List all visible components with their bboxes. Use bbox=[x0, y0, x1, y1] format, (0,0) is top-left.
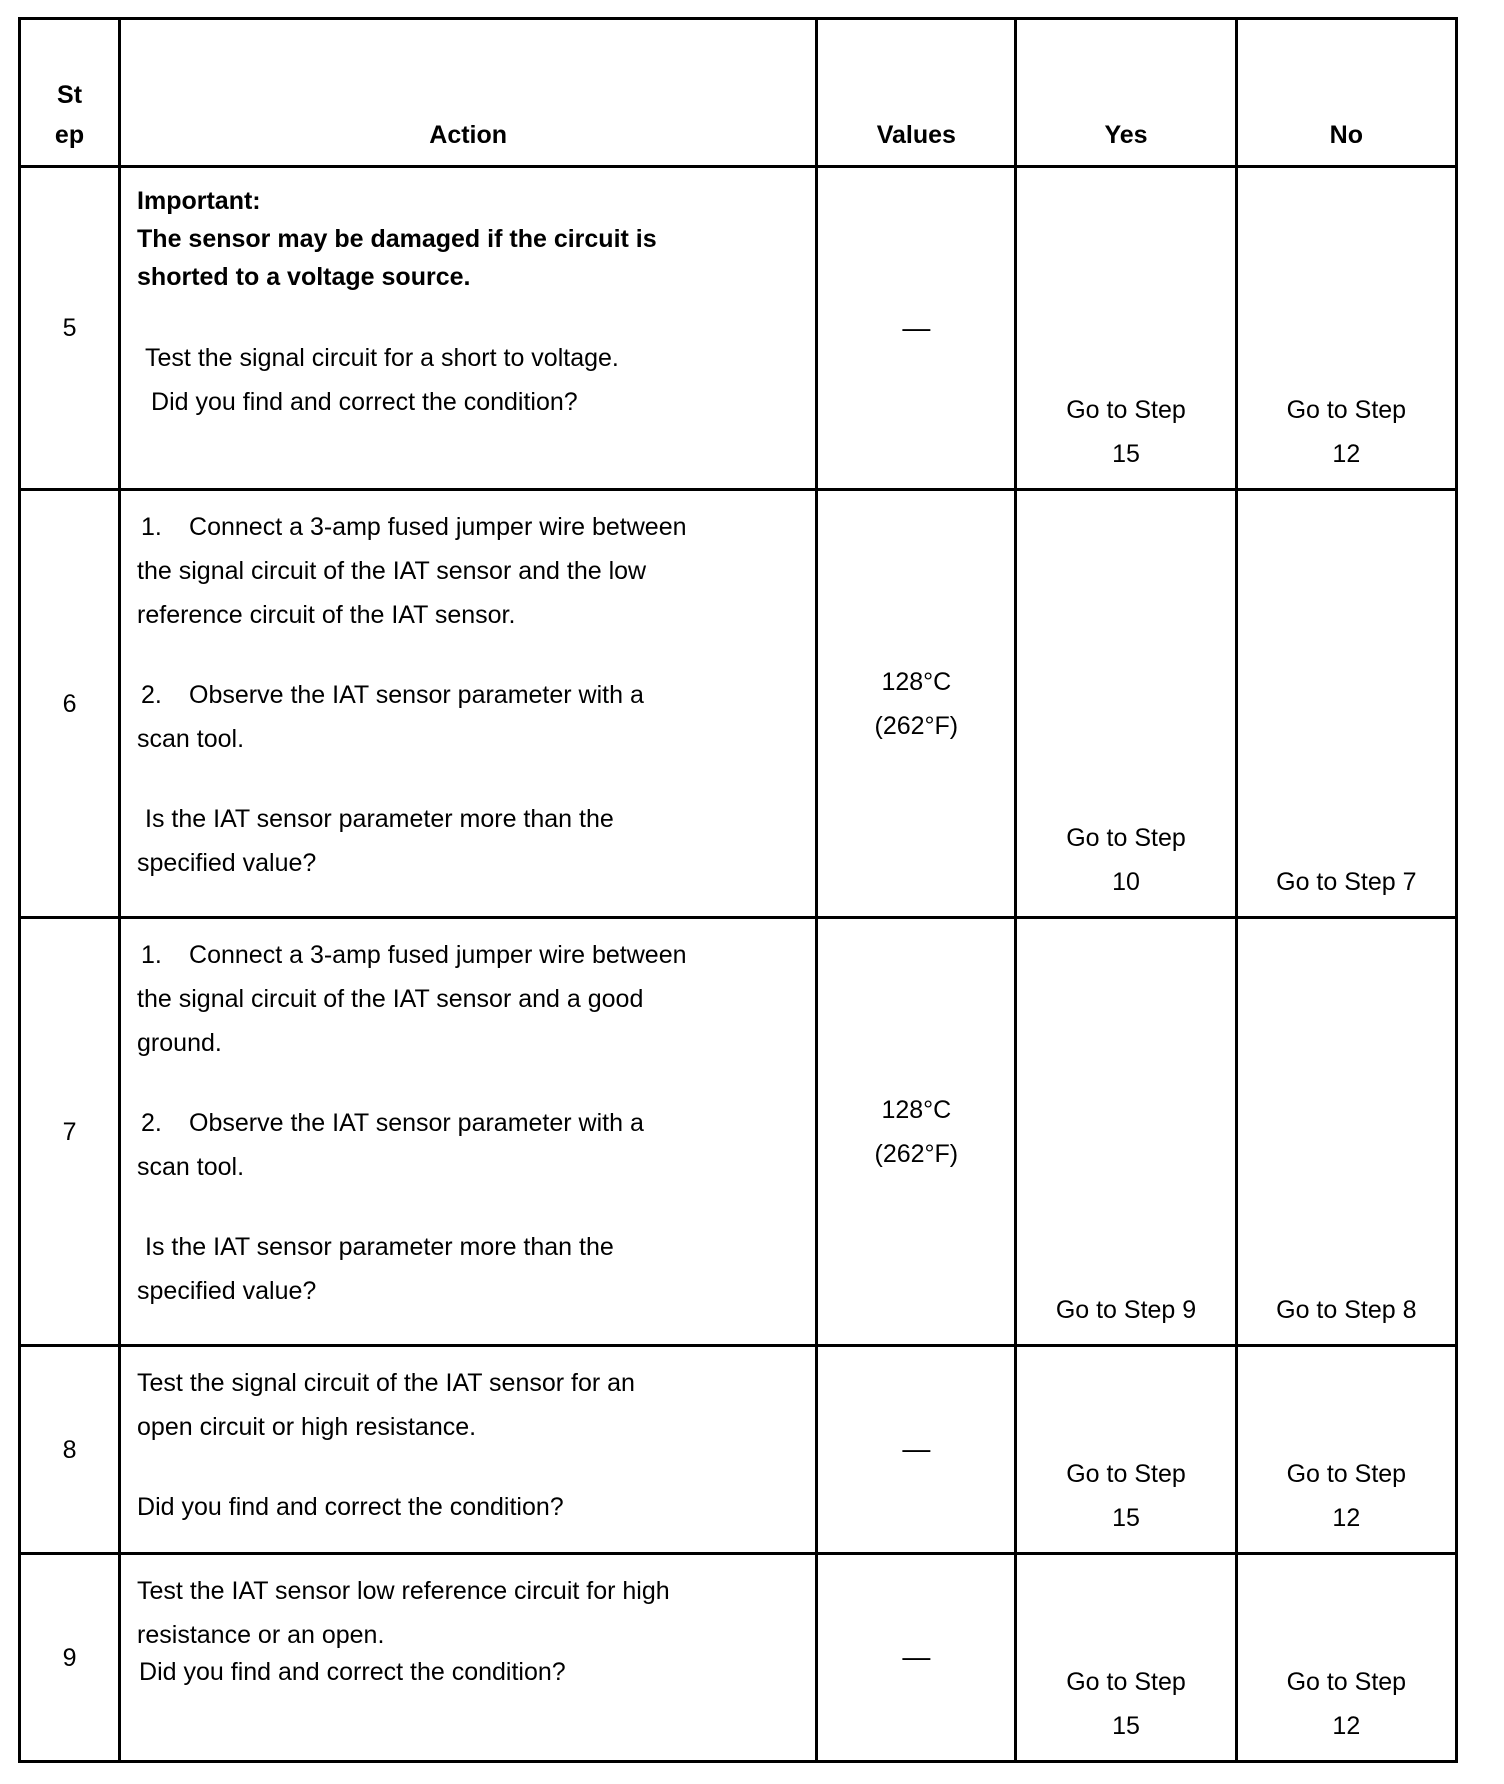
question-line: Is the IAT sensor parameter more than the bbox=[145, 1233, 614, 1261]
item-number: 1. bbox=[141, 513, 162, 541]
diagnostic-table bbox=[18, 17, 1458, 1763]
no-cell bbox=[1236, 1346, 1456, 1554]
values-cell bbox=[817, 167, 1016, 490]
item-text: Observe the IAT sensor parameter with a bbox=[189, 681, 644, 709]
values-cell bbox=[817, 1554, 1016, 1762]
values-line: (262°F) bbox=[874, 1139, 959, 1168]
values-dash: — bbox=[902, 1433, 931, 1464]
yes-line: Go to Step bbox=[1066, 824, 1186, 852]
question-line: Did you find and correct the condition? bbox=[151, 388, 578, 416]
action-line: open circuit or high resistance. bbox=[137, 1413, 477, 1441]
values-line: 128°C bbox=[881, 667, 952, 696]
item-text: Connect a 3-amp fused jumper wire between bbox=[189, 513, 687, 541]
yes-line: Go to Step bbox=[1066, 1460, 1186, 1488]
action-line: Test the IAT sensor low reference circuit for high bbox=[137, 1577, 670, 1605]
no-line: Go to Step bbox=[1286, 1460, 1407, 1488]
table-row-step-7 bbox=[20, 918, 1457, 1346]
list-item bbox=[137, 673, 799, 717]
item-number: 2. bbox=[141, 681, 162, 709]
header-values: Values bbox=[817, 19, 1016, 167]
table-row-step-8 bbox=[20, 1346, 1457, 1554]
action-cell bbox=[120, 918, 817, 1346]
yes-line: Go to Step bbox=[1066, 1668, 1186, 1696]
values-dash: — bbox=[902, 1641, 931, 1672]
action-line: Test the signal circuit of the IAT sensor for an bbox=[137, 1369, 635, 1397]
yes-cell bbox=[1016, 918, 1236, 1346]
header-action: Action bbox=[120, 19, 817, 167]
values-line: (262°F) bbox=[874, 711, 959, 740]
question-line: Did you find and correct the condition? bbox=[139, 1658, 566, 1686]
no-cell bbox=[1236, 918, 1456, 1346]
header-step bbox=[20, 19, 120, 167]
yes-line: 15 bbox=[1112, 1504, 1140, 1532]
important-line: The sensor may be damaged if the circuit is bbox=[137, 225, 657, 253]
action-line: resistance or an open. bbox=[137, 1621, 385, 1649]
yes-line: 10 bbox=[1112, 868, 1140, 896]
action-line: reference circuit of the IAT sensor. bbox=[137, 601, 516, 629]
action-cell bbox=[120, 167, 817, 490]
yes-line: 15 bbox=[1112, 440, 1140, 468]
question-line: specified value? bbox=[137, 849, 317, 877]
header-no: No bbox=[1236, 19, 1456, 167]
action-line: scan tool. bbox=[137, 725, 245, 753]
item-text: Connect a 3-amp fused jumper wire between bbox=[189, 941, 687, 969]
step-number: 8 bbox=[20, 1346, 120, 1554]
question-line: specified value? bbox=[137, 1277, 317, 1305]
list-item bbox=[137, 933, 799, 977]
no-line: 12 bbox=[1332, 1504, 1361, 1532]
item-number: 1. bbox=[141, 941, 162, 969]
no-cell bbox=[1236, 1554, 1456, 1762]
item-text: Observe the IAT sensor parameter with a bbox=[189, 1109, 644, 1137]
step-number: 5 bbox=[20, 167, 120, 490]
values-cell bbox=[817, 918, 1016, 1346]
table-row-step-6 bbox=[20, 490, 1457, 918]
no-line: Go to Step bbox=[1286, 396, 1407, 424]
yes-cell bbox=[1016, 1554, 1236, 1762]
yes-cell bbox=[1016, 167, 1236, 490]
header-step-line1: St bbox=[57, 81, 83, 109]
no-line: 12 bbox=[1332, 440, 1361, 468]
question-line: Did you find and correct the condition? bbox=[137, 1493, 564, 1521]
yes-cell bbox=[1016, 1346, 1236, 1554]
action-cell bbox=[120, 1346, 817, 1554]
no-line: Go to Step 8 bbox=[1276, 1296, 1417, 1324]
action-line: ground. bbox=[137, 1029, 222, 1057]
values-cell bbox=[817, 1346, 1016, 1554]
action-line: the signal circuit of the IAT sensor and a good bbox=[137, 985, 644, 1013]
action-line: Test the signal circuit for a short to voltage. bbox=[145, 344, 619, 372]
no-cell bbox=[1236, 490, 1456, 918]
item-number: 2. bbox=[141, 1109, 162, 1137]
values-dash: — bbox=[902, 311, 931, 343]
action-cell bbox=[120, 490, 817, 918]
header-row bbox=[20, 19, 1457, 167]
no-cell bbox=[1236, 167, 1456, 490]
yes-cell bbox=[1016, 490, 1236, 918]
action-line: scan tool. bbox=[137, 1153, 245, 1181]
yes-line: Go to Step 9 bbox=[1055, 1296, 1197, 1324]
action-cell bbox=[120, 1554, 817, 1762]
action-line: the signal circuit of the IAT sensor and the low bbox=[137, 557, 647, 585]
no-line: Go to Step bbox=[1286, 1668, 1407, 1696]
no-line: 12 bbox=[1332, 1712, 1361, 1740]
header-step-line2: ep bbox=[54, 121, 85, 149]
yes-line: Go to Step bbox=[1066, 396, 1186, 424]
header-yes: Yes bbox=[1016, 19, 1236, 167]
values-line: 128°C bbox=[881, 1095, 952, 1124]
step-number: 9 bbox=[20, 1554, 120, 1762]
list-item bbox=[137, 1101, 799, 1145]
important-title: Important: bbox=[137, 187, 261, 215]
important-line: shorted to a voltage source. bbox=[137, 263, 471, 291]
step-number: 6 bbox=[20, 490, 120, 918]
list-item bbox=[137, 505, 799, 549]
step-number: 7 bbox=[20, 918, 120, 1346]
table-row-step-5 bbox=[20, 167, 1457, 490]
question-line: Is the IAT sensor parameter more than the bbox=[145, 805, 614, 833]
values-cell bbox=[817, 490, 1016, 918]
yes-line: 15 bbox=[1112, 1712, 1140, 1740]
no-line: Go to Step 7 bbox=[1276, 868, 1417, 896]
table-row-step-9 bbox=[20, 1554, 1457, 1762]
